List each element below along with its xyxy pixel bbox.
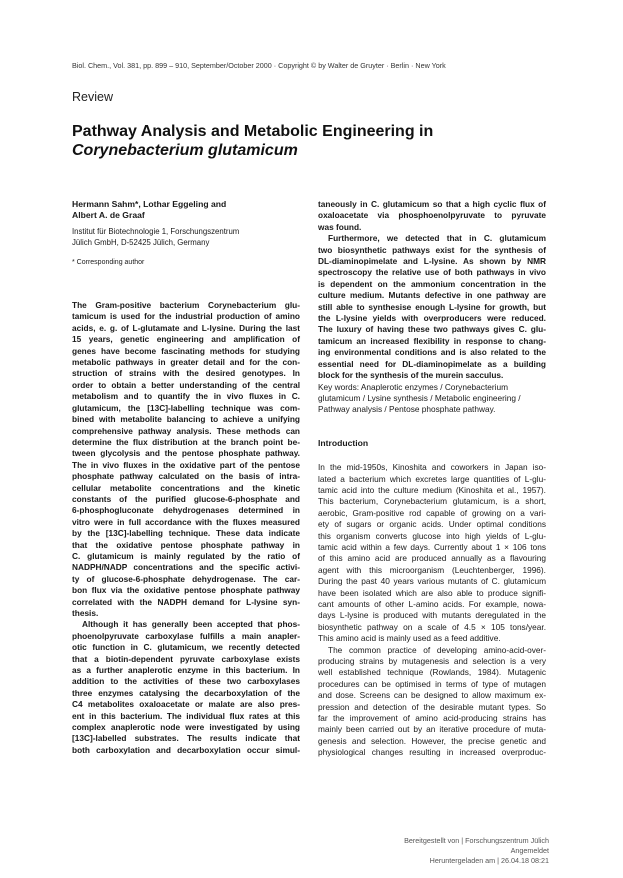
abstract-line: glutamicum, the [13C]-labelling technique was com- (72, 402, 300, 413)
abstract-line: The luxury of having these two pathways gives C. glu- (318, 324, 546, 335)
abstract-line: ent in this bacterium. The individual flux rates at this (72, 710, 300, 721)
abstract-line: addition to the activities of these two carboxylases (72, 676, 300, 687)
authors-line-2: Albert A. de Graaf (72, 210, 145, 221)
abstract-line: complex anaplerotic node were investigated by using (72, 722, 300, 733)
abstract-line: still able to synthesise enough L-lysine for growth, but (318, 301, 546, 312)
body-text-line: aerobic, Gram-positive rod capable of growing on a vari- (318, 507, 546, 518)
abstract-line: phosphate pathway calculated on the basis of intra- (72, 471, 300, 482)
title-line-2: Corynebacterium glutamicum (72, 142, 298, 159)
abstract-line: three enzymes catalysing the decarboxylation of the (72, 687, 300, 698)
abstract-line: struction of strains with the desired genotypes. In (72, 368, 300, 379)
keywords-line-3: Pathway analysis / Pentose phosphate pathway. (318, 404, 496, 415)
footer-line-3: Heruntergeladen am | 26.04.18 08:21 (429, 856, 549, 866)
body-text-line: mainly been carried out by an iterative procedure of muta- (318, 724, 546, 735)
abstract-line: order to obtain a better understanding of the central (72, 379, 300, 390)
abstract-line: C4 metabolites oxaloacetate or malate are also pres- (72, 699, 300, 710)
journal-citation: Biol. Chem., Vol. 381, pp. 899 – 910, September/October 2000 · Copyright © by Walter de Gruyter · Berlin · New York (72, 61, 446, 70)
abstract-line: block for the synthesis of the murein sacculus. (318, 370, 504, 381)
section-label: Review (72, 90, 113, 104)
abstract-line: ty of glucose-6-phosphate dehydrogenase. The car- (72, 573, 300, 584)
abstract-line: phoenolpyruvate carboxylase fulfills a main anapler- (72, 630, 300, 641)
abstract-line: [13C]-labelled substrates. The results indicate that (72, 733, 300, 744)
body-text-line: well established technique (Rowlands, 1984). Mutagenic (318, 667, 546, 678)
keywords-line-2: glutamicum / Lysine synthesis / Metabolic engineering / (318, 392, 521, 403)
abstract-line: cellular metabolite concentrations and the kinetic (72, 482, 300, 493)
abstract-line: DL-diaminopimelate and L-lysine. As shown by NMR (318, 256, 546, 267)
body-text-line: this organism converts glucose into high yields of L-glu- (318, 530, 546, 541)
body-text-line: This amino acid is mainly used as a feed additive. (318, 633, 501, 644)
body-text-line: have been isolated which are also able to produce signifi- (318, 587, 546, 598)
body-text-line: cant amounts of other L-amino acids. For example, nowa- (318, 599, 546, 609)
body-text-line: pression and detection of the desirable mutant types. So (318, 701, 546, 712)
abstract-line: otic function in C. glutamicum, we recently detected (72, 642, 300, 653)
abstract-line: spectroscopy the relative use of both pathways in vivo (318, 267, 546, 278)
body-text-line: of this amino acid are produced annually as a flavouring (318, 553, 546, 564)
abstract-line: acids, e. g. of L-glutamate and L-lysine. During the last (72, 322, 300, 333)
abstract-line: the L-lysine yields with overproducers were reduced. (318, 313, 546, 324)
abstract-left (72, 300, 300, 756)
abstract-line: thesis. (72, 608, 99, 618)
abstract-line: is dependent on the ammonium concentration in the (318, 278, 546, 289)
body-text-line: ety of sugars or organic acids. Under optimal conditions (318, 519, 546, 530)
affiliation-line-1: Institut für Biotechnologie 1, Forschungszentrum (72, 226, 240, 236)
introduction-heading: Introduction (318, 437, 369, 448)
authors-line-1: Hermann Sahm*, Lothar Eggeling and (72, 199, 227, 209)
abstract-line: The in vivo fluxes in the oxidative part of the pentose (72, 459, 300, 470)
body-text-line: producing strains by mutagenesis and selection is a very (318, 656, 546, 667)
abstract-line: Furthermore, we detected that in C. glutamicum (328, 233, 546, 244)
abstract-line: bon flux via the oxidative pentose phosphate pathway (72, 585, 300, 596)
body-text-line: tamic acid into the culture medium (Kinoshita et al., 1957). (318, 484, 546, 495)
abstract-line: that the oxidative pentose phosphate pathway in (72, 539, 300, 550)
abstract-line: tamicum is used for the industrial production of amino (72, 311, 300, 322)
abstract-line: genes have become fascinating methods for studying (72, 345, 300, 356)
abstract-line: essential need for DL-diaminopimelate as a building (318, 358, 546, 369)
abstract-line: was found. (318, 221, 362, 232)
body-text-line: physiological changes resulting in increased overproduc- (318, 747, 546, 758)
download-footer (404, 836, 549, 867)
abstract-line: bined with metabolite balancing to achieve a unifying (72, 414, 300, 425)
body-text-line: This bacterium, Corynebacterium glutamicum, is a short, (318, 496, 546, 507)
abstract-line: metabolic pathways in greater detail and for the con- (72, 357, 300, 368)
abstract-line: tamicum an increased flexibility in response to chang- (318, 335, 546, 346)
introduction-body (318, 462, 546, 759)
abstract-line: constants of the purified glucose-6-phosphate and (72, 493, 300, 504)
abstract-line: both carboxylation and decarboxylation occur simul- (72, 744, 300, 755)
title-line-1: Pathway Analysis and Metabolic Engineering in (72, 123, 434, 140)
right-column (318, 199, 546, 759)
abstract-line: metabolism and to quantify the in vivo fluxes in C. (72, 391, 300, 402)
body-text-line: and dose. Screens can be designed to allow maximum ex- (318, 690, 546, 701)
abstract-line: C. glutamicum is mainly regulated by the ratio of (72, 550, 300, 561)
abstract-line: Although it has generally been accepted that phos- (82, 619, 300, 630)
body-text-line: tamic acid within a few days. Currently about 1 × 106 tons (318, 541, 546, 552)
abstract-line: vitro were in full accordance with the fluxes measured (72, 516, 300, 527)
left-column (72, 199, 300, 756)
body-text-line: lated a bacterium which excretes large quantities of L-glu- (318, 473, 546, 484)
abstract-line: tween glycolysis and the pentose phosphate pathway. (72, 448, 300, 459)
keywords-line-1: Key words: Anaplerotic enzymes / Corynebacterium (318, 381, 508, 392)
abstract-line: by the [13C]-labelling technique. These data indicate (72, 528, 300, 539)
body-text-line: The common practice of developing amino-acid-over- (328, 644, 546, 655)
footer-line-2: Angemeldet (510, 846, 549, 856)
abstract-line: correlated with the NADPH demand for L-lysine syn- (72, 596, 300, 607)
affiliation-line-2: Jülich GmbH, D-52425 Jülich, Germany (72, 238, 210, 248)
abstract-line: culture medium. Mutants defective in one pathway are (318, 290, 546, 301)
body-text-line: far the improvement of amino acid-producing strains has (318, 713, 546, 724)
corresponding-author-note: * Corresponding author (72, 258, 145, 266)
body-text-line: During the past 40 years various mutants of C. glutamicum (318, 576, 546, 587)
abstract-line: The Gram-positive bacterium Corynebacterium glu- (72, 300, 300, 311)
abstract-line: taneously in C. glutamicum so that a high cyclic flux of (318, 199, 546, 209)
abstract-line: oxaloacetate via phosphoenolpyruvate to pyruvate (318, 210, 546, 221)
abstract-line: determine the flux distribution at the branch point be- (72, 436, 300, 447)
body-text-line: biosynthetic pathway on a scale of 4.5 × 105 tons/year. (318, 621, 546, 632)
abstract-line: comprehensive pathway analysis. These methods can (72, 425, 300, 436)
article-title (72, 122, 552, 160)
body-text-line: days L-lysine is produced with mutants deregulated in the (318, 610, 546, 621)
abstract-line: ing environmental conditions and is also related to the (318, 347, 546, 358)
body-text-line: genesis and selection. However, the precise genetic and (318, 735, 546, 746)
abstract-line: 15 years, genetic engineering and amplification of (72, 334, 300, 345)
abstract-line: NADPH/NADP concentrations and the specific activi- (72, 562, 300, 573)
body-text-line: agent with this microorganism (Leuchtenberger, 1996). (318, 564, 546, 575)
abstract-line: that a biotin-dependent pyruvate carboxylase exists (72, 653, 300, 664)
abstract-right (318, 199, 546, 382)
footer-line-1: Bereitgestellt von | Forschungszentrum Jülich (404, 836, 549, 845)
abstract-line: 6-phosphogluconate dehydrogenases determined in (72, 505, 300, 516)
abstract-line: as a further anaplerotic enzyme in this bacterium. In (72, 665, 300, 676)
body-text-line: procedures can be optimised in terms of type of mutagen (318, 678, 546, 689)
body-text-line: In the mid-1950s, Kinoshita and coworkers in Japan iso- (318, 462, 546, 473)
abstract-line: two biosynthetic pathways exist for the synthesis of (318, 244, 546, 255)
